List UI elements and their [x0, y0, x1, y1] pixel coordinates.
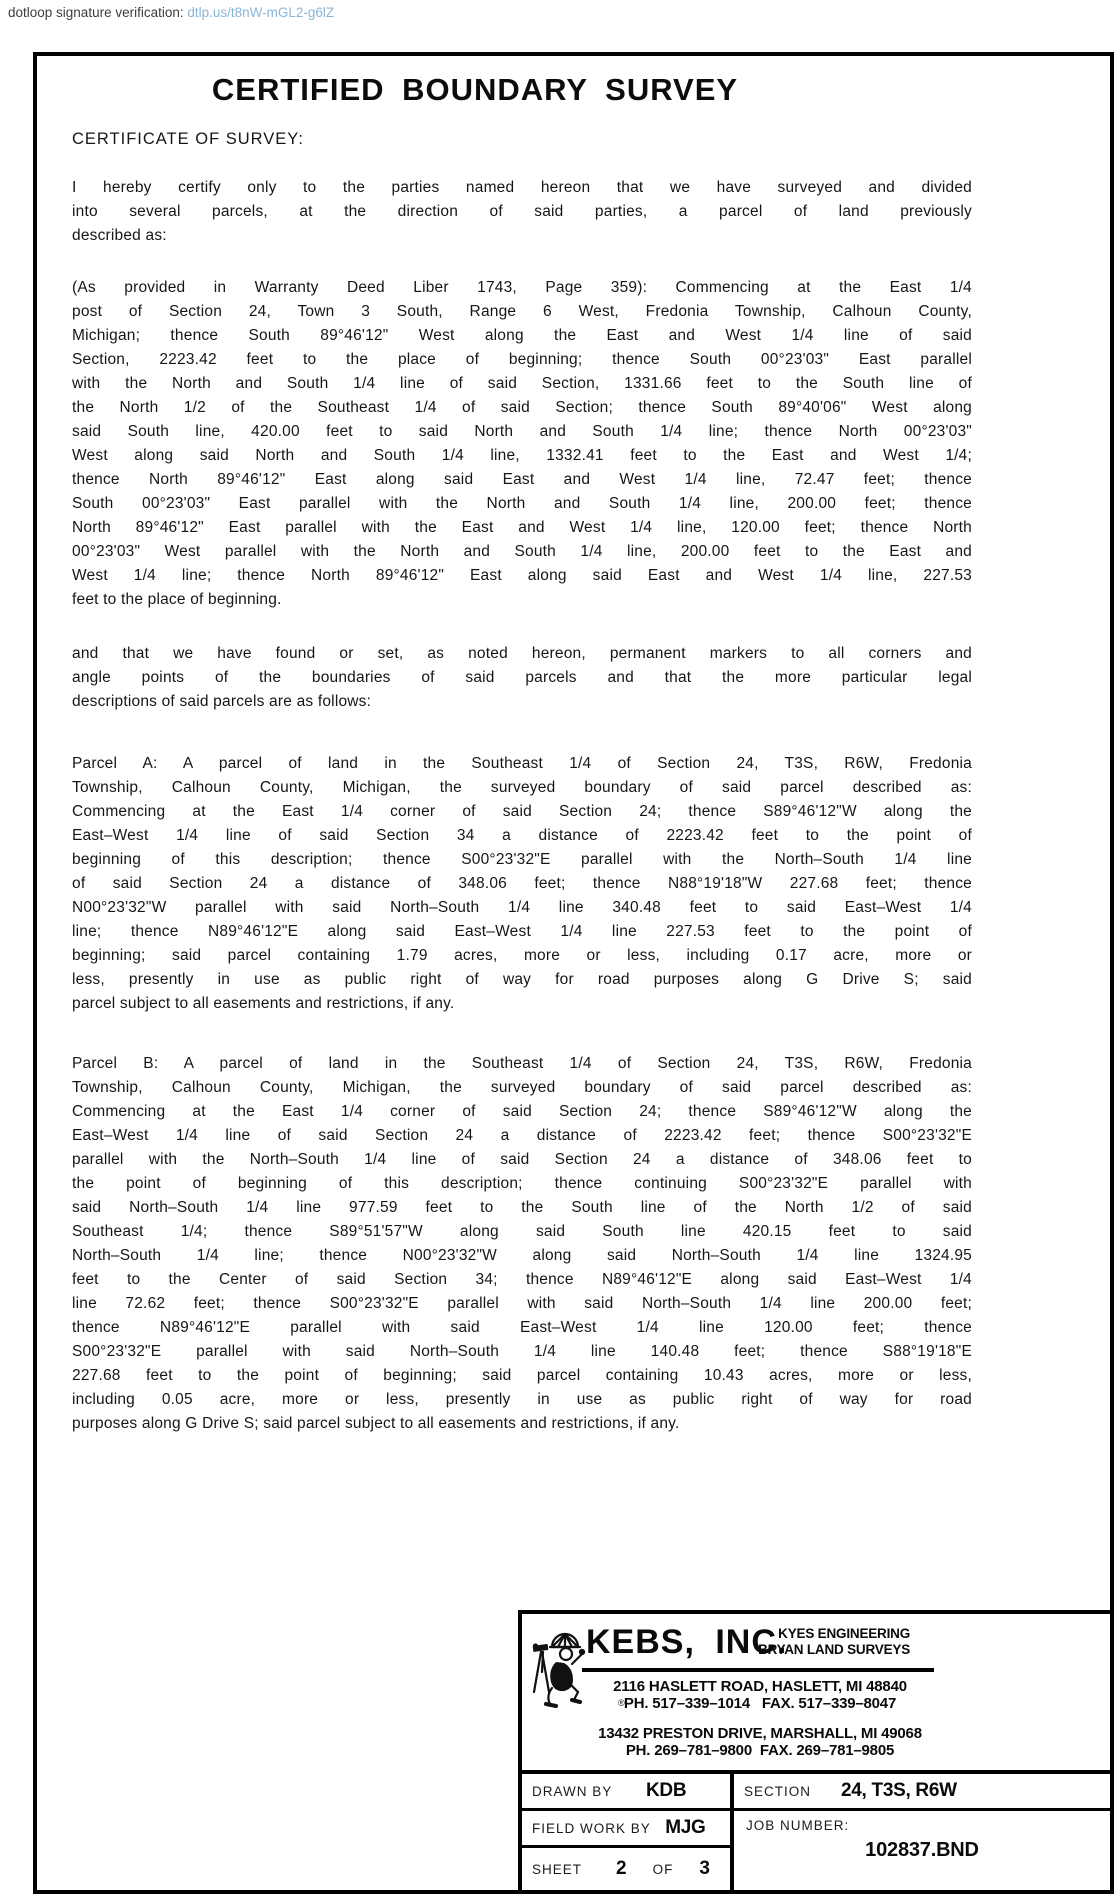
- address-line: 2116 HASLETT ROAD, HASLETT, MI 48840: [613, 1678, 907, 1695]
- text-line: said South line, 420.00 feet to said North and South 1/4 line; thence North 00°23'03": [72, 423, 972, 440]
- text-line: North–South 1/4 line; thence N00°23'32"W along said North–South 1/4 line 1324.95: [72, 1247, 972, 1264]
- company-taglines: [758, 1626, 910, 1657]
- text-line: East–West 1/4 line of said Section 24 a distance of 2223.42 feet; thence S00°23'32"E: [72, 1127, 972, 1144]
- certification-intro: [72, 176, 972, 248]
- sheet-number: 2: [616, 1858, 627, 1879]
- text-line: Southeast 1/4; thence S89°51'57"W along said South line 420.15 feet to said: [72, 1223, 972, 1240]
- company-name: KEBS, INC.: [586, 1623, 788, 1661]
- field-work-by-label: FIELD WORK BY: [532, 1820, 651, 1836]
- markers-note: [72, 642, 972, 714]
- text-line: Commencing at the East 1/4 corner of said Section 24; thence S89°46'12"W along the: [72, 803, 972, 820]
- text-line: angle points of the boundaries of said parcels and that the more particular legal: [72, 669, 972, 686]
- title-block-header: [522, 1614, 1110, 1774]
- field-work-by-value: MJG: [665, 1817, 706, 1838]
- dotloop-verification-label: dotloop signature verification:: [8, 5, 184, 20]
- sheet-total: 3: [699, 1858, 710, 1879]
- drawn-by-label: DRAWN BY: [532, 1783, 613, 1799]
- text-line: the North 1/2 of the Southeast 1/4 of said Section; thence South 89°40'06" West along: [72, 399, 972, 416]
- text-line: described as:: [72, 227, 167, 244]
- section-label: SECTION: [744, 1783, 812, 1799]
- text-line: N00°23'32"W parallel with said North–South 1/4 line 340.48 feet to said East–West 1/4: [72, 899, 972, 916]
- sheet-of-label: OF: [652, 1861, 674, 1877]
- tagline-engineering: KYES ENGINEERING: [778, 1626, 910, 1641]
- title-block-left-column: [522, 1774, 734, 1890]
- title-block-table: [522, 1774, 1110, 1890]
- text-line: into several parcels, at the direction of said parties, a parcel of land previously: [72, 203, 972, 220]
- text-line: Commencing at the East 1/4 corner of said Section 24; thence S89°46'12"W along the: [72, 1103, 972, 1120]
- text-line: descriptions of said parcels are as follows:: [72, 693, 372, 710]
- dotloop-verification-link[interactable]: dtlp.us/t8nW-mGL2-g6lZ: [187, 5, 335, 20]
- job-number-value: 102837.BND: [865, 1839, 979, 1861]
- field-work-by-row: [522, 1811, 730, 1848]
- office-address-marshall: [568, 1725, 952, 1759]
- text-line: I hereby certify only to the parties named hereon that we have surveyed and divided: [72, 179, 972, 196]
- drawn-by-value: KDB: [646, 1780, 687, 1801]
- text-line: West along said North and South 1/4 line, 1332.41 feet to the East and West 1/4;: [72, 447, 972, 464]
- company-underline: [582, 1668, 934, 1672]
- section-row: [734, 1774, 1110, 1811]
- deed-description: [72, 276, 972, 612]
- sheet-values: [582, 1858, 720, 1880]
- text-line: purposes along G Drive S; said parcel subject to all easements and restrictions, if any.: [72, 1415, 680, 1432]
- text-line: South 00°23'03" East parallel with the North and South 1/4 line, 200.00 feet; thence: [72, 495, 972, 512]
- address-phone-line: PH. 517–339–1014 FAX. 517–339–8047: [623, 1695, 897, 1712]
- job-number-cell: [734, 1811, 1110, 1890]
- text-line: including 0.05 acre, more or less, presently in use as public right of way for road: [72, 1391, 972, 1408]
- parcel-b-description: [72, 1052, 972, 1436]
- title-block: [518, 1610, 1114, 1894]
- text-line: less, presently in use as public right of way for road purposes along G Drive S; said: [72, 971, 972, 988]
- text-line: thence North 89°46'12" East along said East and West 1/4 line, 72.47 feet; thence: [72, 471, 972, 488]
- text-line: the point of beginning of this description; thence continuing S00°23'32"E parallel with: [72, 1175, 972, 1192]
- text-line: and that we have found or set, as noted hereon, permanent markers to all corners and: [72, 645, 972, 662]
- text-line: Township, Calhoun County, Michigan, the surveyed boundary of said parcel described as:: [72, 779, 972, 796]
- sheet-row: [522, 1848, 730, 1890]
- text-line: Parcel B: A parcel of land in the Southeast 1/4 of Section 24, T3S, R6W, Fredonia: [72, 1055, 972, 1072]
- text-line: feet to the Center of said Section 34; thence N89°46'12"E along said East–West 1/4: [72, 1271, 972, 1288]
- text-line: line; thence N89°46'12"E along said East–West 1/4 line 227.53 feet to the point of: [72, 923, 972, 940]
- text-line: line 72.62 feet; thence S00°23'32"E parallel with said North–South 1/4 line 200.00 feet;: [72, 1295, 972, 1312]
- text-line: East–West 1/4 line of said Section 34 a distance of 2223.42 feet to the point of: [72, 827, 972, 844]
- dotloop-verification-bar: [8, 5, 334, 20]
- text-line: with the North and South 1/4 line of said Section, 1331.66 feet to the South line of: [72, 375, 972, 392]
- page-title: CERTIFIED BOUNDARY SURVEY: [211, 72, 739, 107]
- text-line: West 1/4 line; thence North 89°46'12" East along said East and West 1/4 line, 227.53: [72, 567, 972, 584]
- text-line: Michigan; thence South 89°46'12" West along the East and West 1/4 line of said: [72, 327, 972, 344]
- text-line: thence N89°46'12"E parallel with said East–West 1/4 line 120.00 feet; thence: [72, 1319, 972, 1336]
- job-number-label: JOB NUMBER:: [746, 1818, 850, 1833]
- certificate-of-survey-label: CERTIFICATE OF SURVEY:: [72, 130, 304, 148]
- text-line: Township, Calhoun County, Michigan, the surveyed boundary of said parcel described as:: [72, 1079, 972, 1096]
- registered-trademark-symbol: ®: [618, 1698, 625, 1708]
- text-line: North 89°46'12" East parallel with the East and West 1/4 line, 120.00 feet; thence North: [72, 519, 972, 536]
- parcel-a-description: [72, 752, 972, 1016]
- title-block-right-column: [734, 1774, 1110, 1890]
- text-line: beginning of this description; thence S00°23'32"E parallel with the North–South 1/4 line: [72, 851, 972, 868]
- text-line: 00°23'03" West parallel with the North and South 1/4 line, 200.00 feet to the East and: [72, 543, 972, 560]
- drawn-by-row: [522, 1774, 730, 1811]
- sheet-label: SHEET: [532, 1861, 583, 1877]
- text-line: feet to the place of beginning.: [72, 591, 282, 608]
- text-line: 227.68 feet to the point of beginning; said parcel containing 10.43 acres, more or less,: [72, 1367, 972, 1384]
- text-line: parcel subject to all easements and restrictions, if any.: [72, 995, 455, 1012]
- tagline-surveys: BRYAN LAND SURVEYS: [758, 1641, 910, 1657]
- text-line: S00°23'32"E parallel with said North–South 1/4 line 140.48 feet; thence S88°19'18"E: [72, 1343, 972, 1360]
- text-line: of said Section 24 a distance of 348.06 feet; thence N88°19'18"W 227.68 feet; thence: [72, 875, 972, 892]
- text-line: (As provided in Warranty Deed Liber 1743, Page 359): Commencing at the East 1/4: [72, 279, 972, 296]
- address-line: 13432 PRESTON DRIVE, MARSHALL, MI 49068: [598, 1725, 922, 1742]
- text-line: Parcel A: A parcel of land in the Southeast 1/4 of Section 24, T3S, R6W, Fredonia: [72, 755, 972, 772]
- text-line: said North–South 1/4 line 977.59 feet to the South line of the North 1/2 of said: [72, 1199, 972, 1216]
- text-line: beginning; said parcel containing 1.79 acres, more or less, including 0.17 acre, more or: [72, 947, 972, 964]
- address-phone-line: PH. 269–781–9800 FAX. 269–781–9805: [625, 1742, 895, 1759]
- surveyor-logo-icon: [532, 1626, 586, 1716]
- text-line: post of Section 24, Town 3 South, Range 6 West, Fredonia Township, Calhoun County,: [72, 303, 972, 320]
- office-address-haslett: [588, 1678, 932, 1712]
- text-line: Section, 2223.42 feet to the place of beginning; thence South 00°23'03" East parallel: [72, 351, 972, 368]
- survey-sheet: [33, 52, 1114, 1894]
- body-paragraphs: [72, 176, 972, 1436]
- section-value: 24, T3S, R6W: [841, 1780, 957, 1801]
- text-line: parallel with the North–South 1/4 line of said Section 24 a distance of 348.06 feet to: [72, 1151, 972, 1168]
